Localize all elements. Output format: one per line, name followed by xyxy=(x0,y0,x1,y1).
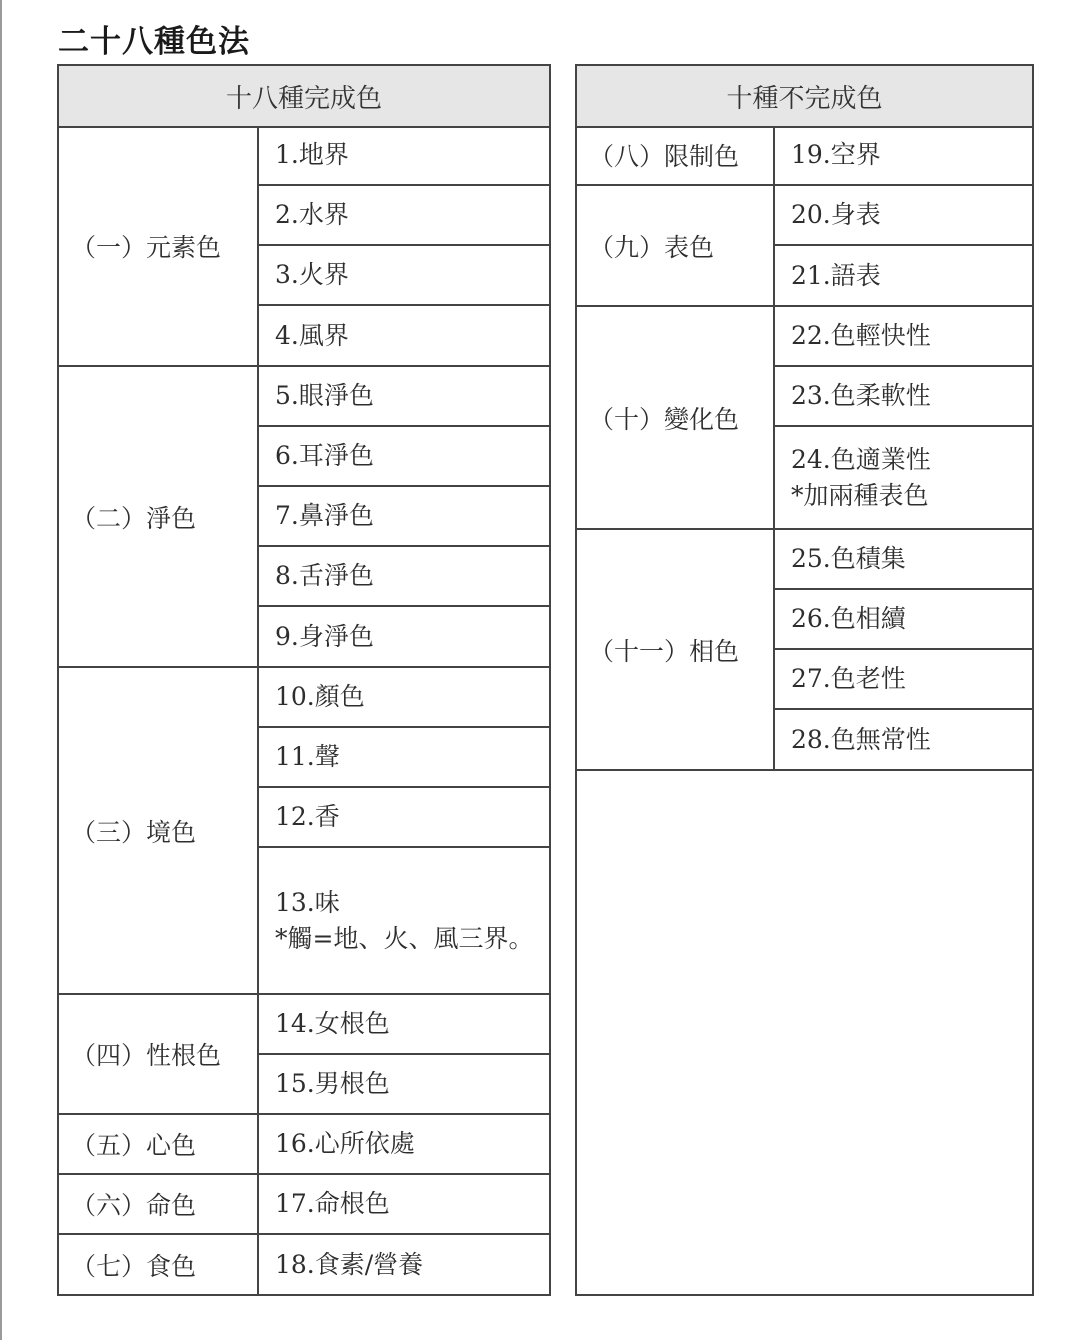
table-header: 十種不完成色 xyxy=(577,66,1032,128)
item-cell: 5.眼淨色 xyxy=(259,367,549,427)
item-cell: 11.聲 xyxy=(259,728,549,788)
item-cell: 15.男根色 xyxy=(259,1055,549,1115)
complete-matter-table xyxy=(57,64,551,1296)
category-cell: （十一）相色 xyxy=(577,530,775,771)
incomplete-matter-table xyxy=(575,64,1034,1296)
item-cell: 10.顏色 xyxy=(259,668,549,728)
category-cell: （十）變化色 xyxy=(577,307,775,530)
item-cell: 6.耳淨色 xyxy=(259,427,549,487)
item-cell: 4.風界 xyxy=(259,306,549,367)
item-cell: 21.語表 xyxy=(775,246,1032,307)
category-cell: （八）限制色 xyxy=(577,126,775,186)
category-cell: （五）心色 xyxy=(59,1115,259,1175)
item-cell: 25.色積集 xyxy=(775,530,1032,590)
item-cell: 26.色相續 xyxy=(775,590,1032,650)
category-cell: （一）元素色 xyxy=(59,126,259,367)
item-cell: 18.食素/營養 xyxy=(275,1249,424,1279)
item-cell: 28.色無常性 xyxy=(775,710,1032,771)
category-cell: （三）境色 xyxy=(59,668,259,995)
category-cell: （六）命色 xyxy=(59,1175,259,1235)
item-cell: 12.香 xyxy=(259,788,549,848)
item-cell: 27.色老性 xyxy=(775,650,1032,710)
category-cell: （二）淨色 xyxy=(59,367,259,668)
item-cell: 23.色柔軟性 xyxy=(775,367,1032,427)
touch-note: *觸=地、火、風三界。 xyxy=(275,923,534,953)
category-cell: （七）食色 xyxy=(59,1235,259,1294)
intimation-note: *加兩種表色 xyxy=(791,480,929,510)
item-cell: 13.味 *觸=地、火、風三界。 xyxy=(259,848,549,995)
page-edge xyxy=(0,0,2,1340)
item-cell: 1.地界 xyxy=(259,126,549,186)
page-title: 二十八種色法 xyxy=(58,24,250,60)
item-cell: 22.色輕快性 xyxy=(775,307,1032,367)
category-cell: （九）表色 xyxy=(577,186,775,307)
item-cell: 3.火界 xyxy=(259,246,549,306)
item-cell: 16.心所依處 xyxy=(259,1115,549,1175)
item-cell: 9.身淨色 xyxy=(259,607,549,668)
item-cell: 24.色適業性 *加兩種表色 xyxy=(775,427,1032,530)
item-cell: 20.身表 xyxy=(775,186,1032,246)
category-cell: （四）性根色 xyxy=(59,995,259,1115)
item-cell: 2.水界 xyxy=(259,186,549,246)
item-cell: 14.女根色 xyxy=(259,995,549,1055)
item-cell: 8.舌淨色 xyxy=(259,547,549,607)
item-cell: 17.命根色 xyxy=(259,1175,549,1235)
table-header: 十八種完成色 xyxy=(59,66,549,128)
item-cell: 7.鼻淨色 xyxy=(259,487,549,547)
item-cell: 19.空界 xyxy=(775,126,1032,186)
